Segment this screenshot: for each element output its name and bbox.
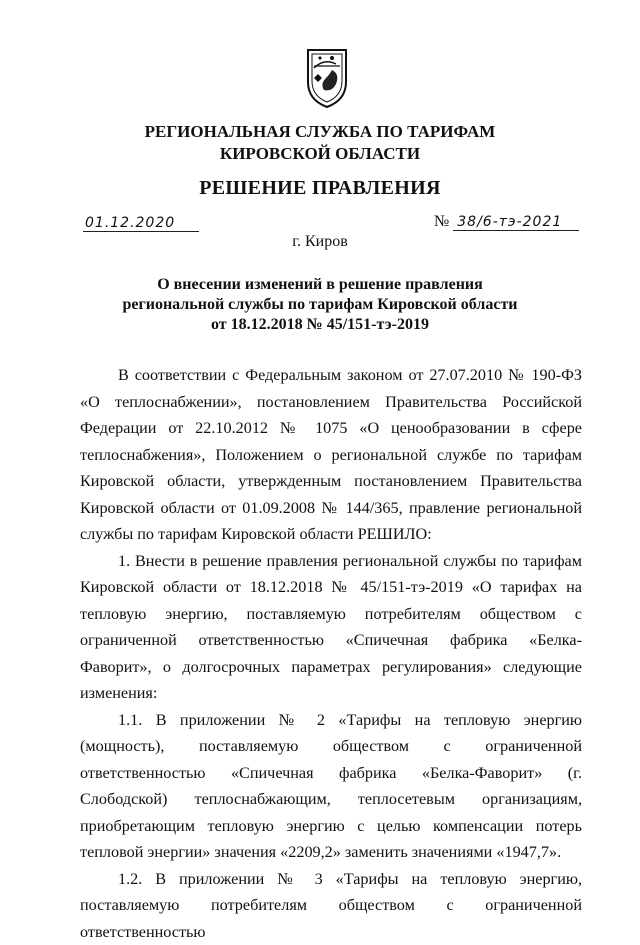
organization-name: [0, 121, 640, 165]
organization-line-1: РЕГИОНАЛЬНАЯ СЛУЖБА ПО ТАРИФАМ: [0, 121, 640, 143]
subject-line-1: О внесении изменений в решение правления: [0, 275, 640, 295]
number-prefix: №: [434, 213, 449, 230]
subject-line-3: от 18.12.2018 № 45/151-тэ-2019: [0, 315, 640, 335]
organization-line-2: КИРОВСКОЙ ОБЛАСТИ: [0, 143, 640, 165]
paragraph-1: 1. Внести в решение правления региональной службы по тарифам Кировской области от 18.12.2018 № 45/151-тэ-2019 «О тарифах на тепловую энергию, поставляемую потребителям обществом с ограниченной ответственностью «Спичечная фабрика «Белка-Фаворит», о долгосрочных параметрах регулирования» следующие изменения:: [80, 548, 582, 707]
paragraph-1-2: 1.2. В приложении № 3 «Тарифы на тепловую энергию, поставляемую потребителям обществом с ограниченной ответственностью: [80, 866, 582, 945]
document-body: [80, 362, 582, 945]
decision-subject: [0, 275, 640, 335]
decision-number: [434, 213, 579, 231]
number-value: 38/6-тэ-2021: [453, 214, 579, 231]
decision-date: 01.12.2020: [83, 215, 199, 232]
decision-title: РЕШЕНИЕ ПРАВЛЕНИЯ: [0, 177, 640, 200]
coat-of-arms-icon: [302, 44, 352, 110]
subject-line-2: региональной службы по тарифам Кировской области: [0, 295, 640, 315]
paragraph-1-1: 1.1. В приложении № 2 «Тарифы на тепловую энергию (мощность), поставляемую обществом с ограниченной ответственностью «Спичечная фабрика «Белка-Фаворит» (г. Слободской) теплоснабжающим, теплосетевым организациям, приобретающим тепловую энергию с целью компенсации потерь тепловой энергии» значения «2209,2» заменить значениями «1947,7».: [80, 707, 582, 866]
city: г. Киров: [0, 233, 640, 251]
paragraph-intro: В соответствии с Федеральным законом от 27.07.2010 № 190-ФЗ «О теплоснабжении», постановлением Правительства Российской Федерации от 22.10.2012 № 1075 «О ценообразовании в сфере теплоснабжения», Положением о региональной службе по тарифам Кировской области, утвержденным постановлением Правительства Кировской области от 01.09.2008 № 144/365, правление региональной службы по тарифам Кировской области РЕШИЛО:: [80, 362, 582, 548]
